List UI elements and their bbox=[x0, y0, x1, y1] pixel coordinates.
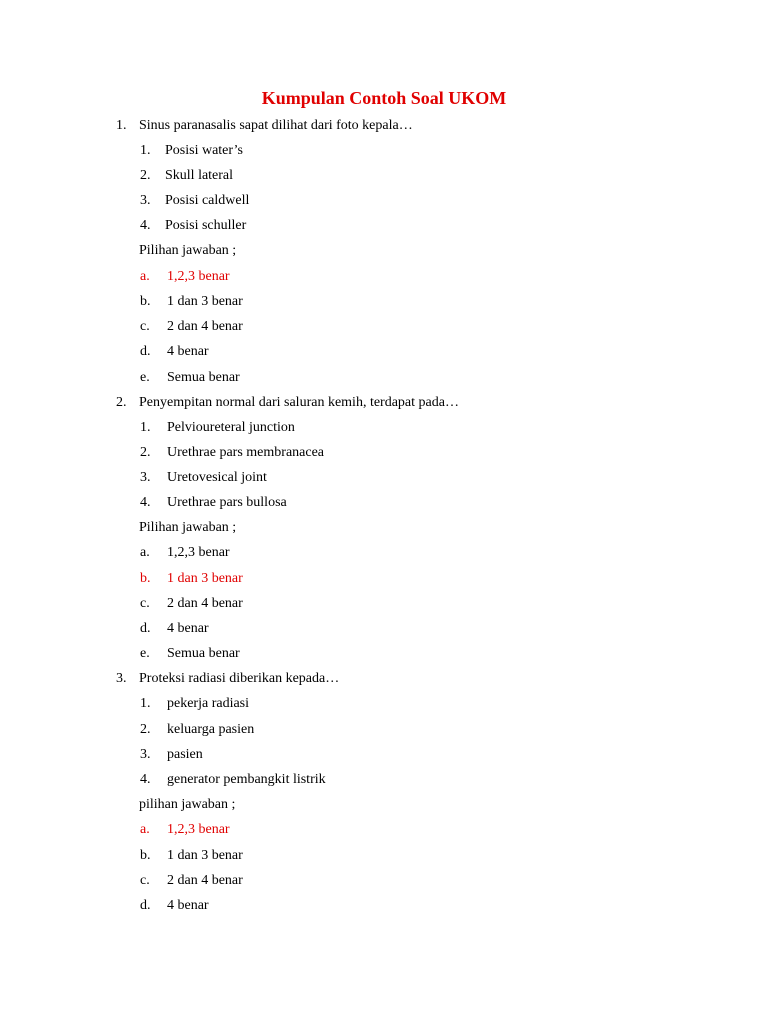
answer-text: 2 dan 4 benar bbox=[167, 319, 243, 334]
answer-letter: d. bbox=[140, 621, 151, 636]
answer-letter: c. bbox=[140, 596, 150, 611]
option-text: Uretovesical joint bbox=[167, 470, 267, 485]
answer-letter: b. bbox=[140, 848, 151, 863]
question-number: 1. bbox=[116, 118, 127, 133]
option-number: 4. bbox=[140, 218, 151, 233]
answer-letter: c. bbox=[140, 319, 150, 334]
answer-letter: a. bbox=[140, 269, 150, 284]
option-number: 3. bbox=[140, 193, 151, 208]
option-text: Posisi water’s bbox=[165, 143, 243, 158]
answer-text: 1 dan 3 benar bbox=[167, 848, 243, 863]
option-number: 2. bbox=[140, 445, 151, 460]
answer-text: 1,2,3 benar bbox=[167, 269, 230, 284]
answer-text: 1 dan 3 benar bbox=[167, 294, 243, 309]
answer-letter: c. bbox=[140, 873, 150, 888]
question-text: Penyempitan normal dari saluran kemih, terdapat pada… bbox=[139, 395, 459, 410]
answer-text: 4 benar bbox=[167, 621, 209, 636]
question-number: 2. bbox=[116, 395, 127, 410]
option-number: 4. bbox=[140, 495, 151, 510]
option-text: Posisi caldwell bbox=[165, 193, 250, 208]
answer-text: 2 dan 4 benar bbox=[167, 596, 243, 611]
option-text: Pelvioureteral junction bbox=[167, 420, 295, 435]
option-number: 4. bbox=[140, 772, 151, 787]
option-text: Posisi schuller bbox=[165, 218, 247, 233]
answer-letter: b. bbox=[140, 571, 151, 586]
answer-letter: e. bbox=[140, 646, 150, 661]
answer-text: 2 dan 4 benar bbox=[167, 873, 243, 888]
option-text: pasien bbox=[167, 747, 203, 762]
answer-letter: d. bbox=[140, 898, 151, 913]
option-text: generator pembangkit listrik bbox=[167, 772, 326, 787]
option-number: 3. bbox=[140, 470, 151, 485]
answer-letter: e. bbox=[140, 370, 150, 385]
choice-label: pilihan jawaban ; bbox=[139, 797, 236, 812]
option-text: Skull lateral bbox=[165, 168, 234, 183]
answer-text: 4 benar bbox=[167, 344, 209, 359]
answer-text: 1,2,3 benar bbox=[167, 545, 230, 560]
choice-label: Pilihan jawaban ; bbox=[139, 243, 237, 258]
question-text: Sinus paranasalis sapat dilihat dari foto kepala… bbox=[139, 118, 413, 133]
option-text: Urethrae pars bullosa bbox=[167, 495, 287, 510]
choice-label: Pilihan jawaban ; bbox=[139, 520, 237, 535]
option-text: keluarga pasien bbox=[167, 722, 255, 737]
option-text: Urethrae pars membranacea bbox=[167, 445, 325, 460]
answer-text: Semua benar bbox=[167, 370, 240, 385]
answer-letter: d. bbox=[140, 344, 151, 359]
page-title: Kumpulan Contoh Soal UKOM bbox=[261, 88, 507, 108]
answer-letter: b. bbox=[140, 294, 151, 309]
question-number: 3. bbox=[116, 671, 127, 686]
option-number: 3. bbox=[140, 747, 151, 762]
answer-text: 1,2,3 benar bbox=[167, 822, 230, 837]
option-number: 1. bbox=[140, 420, 151, 435]
answer-text: Semua benar bbox=[167, 646, 240, 661]
answer-text: 1 dan 3 benar bbox=[167, 571, 243, 586]
option-number: 1. bbox=[140, 696, 151, 711]
answer-letter: a. bbox=[140, 545, 150, 560]
question-text: Proteksi radiasi diberikan kepada… bbox=[139, 671, 340, 686]
option-text: pekerja radiasi bbox=[167, 696, 250, 711]
option-number: 2. bbox=[140, 722, 151, 737]
answer-text: 4 benar bbox=[167, 898, 209, 913]
option-number: 1. bbox=[140, 143, 151, 158]
option-number: 2. bbox=[140, 168, 151, 183]
answer-letter: a. bbox=[140, 822, 150, 837]
